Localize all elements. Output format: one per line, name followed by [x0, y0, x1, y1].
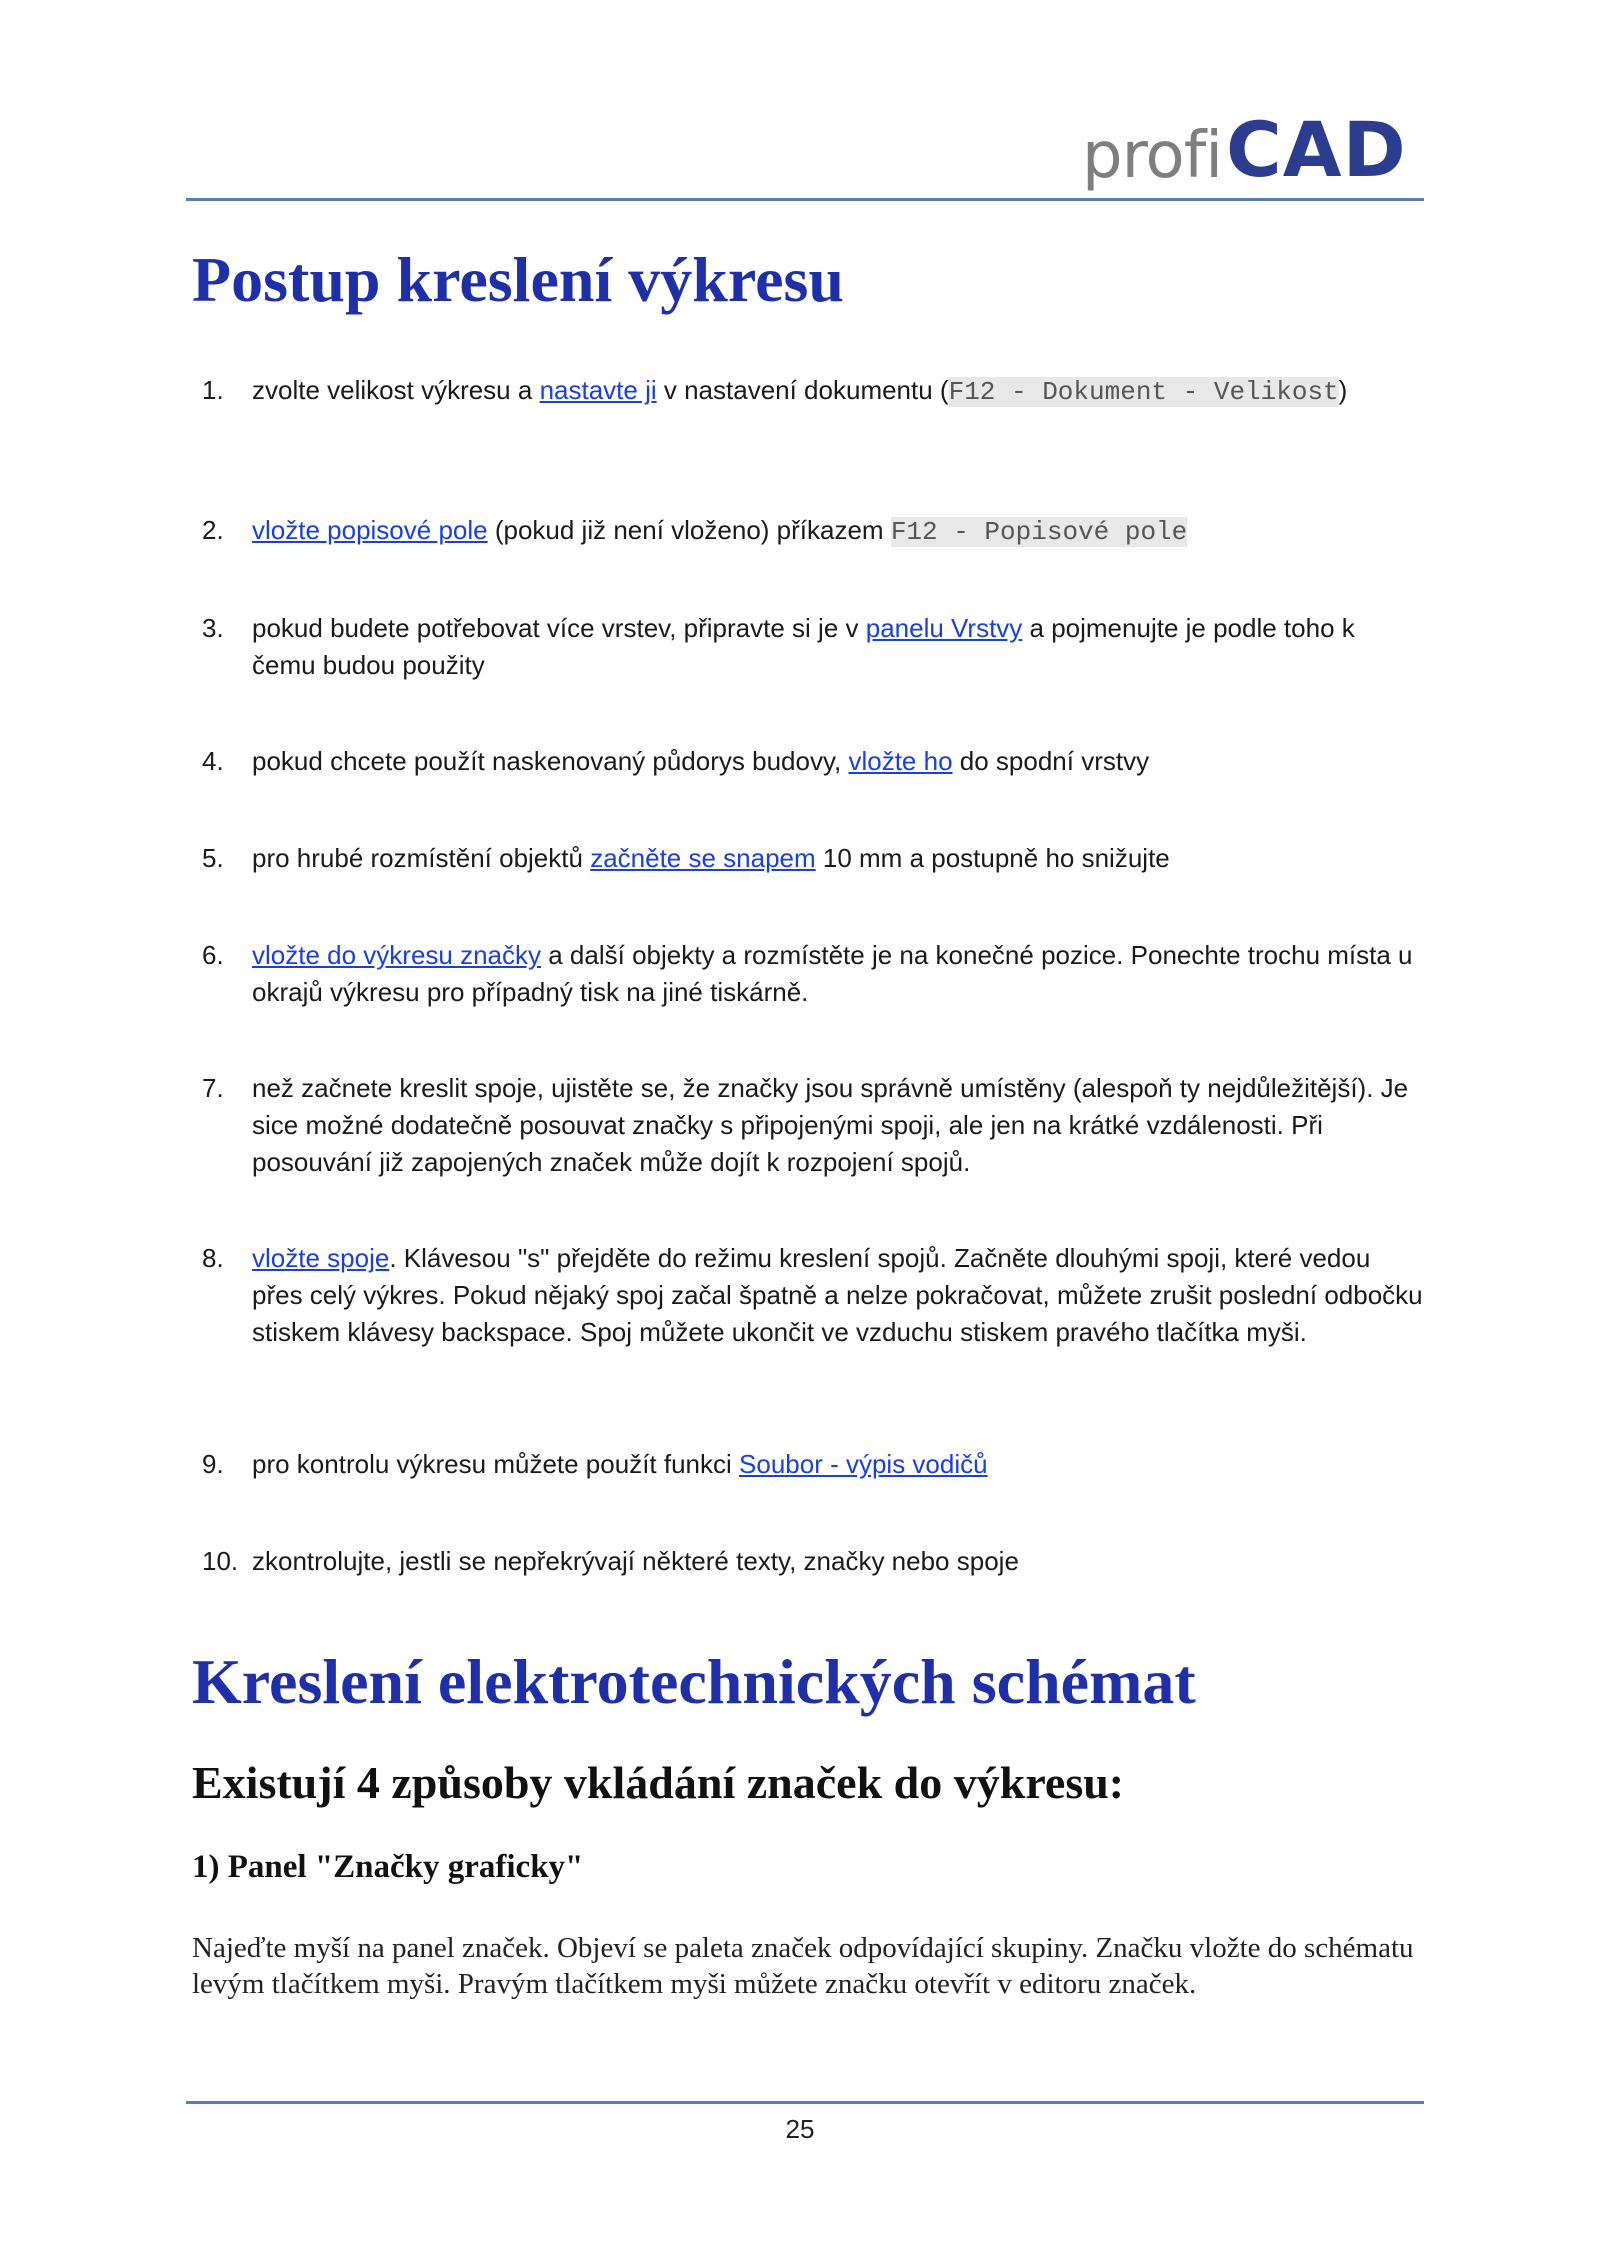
link-vlozte-popisove-pole[interactable]: vložte popisové pole: [252, 515, 488, 545]
list-number: 2.: [202, 515, 224, 545]
list-text: zkontrolujte, jestli se nepřekrývají některé texty, značky nebo spoje: [252, 1546, 1019, 1576]
link-soubor-vypis-vodicu[interactable]: Soubor - výpis vodičů: [739, 1449, 988, 1479]
list-text: vložte popisové pole (pokud již není vloženo) příkazem F12 - Popisové pole: [252, 515, 1188, 547]
list-number: 4.: [202, 746, 224, 776]
page-title: Postup kreslení výkresu: [192, 244, 844, 315]
list-text: vložte spoje. Klávesou "s" přejděte do režimu kreslení spojů. Začněte dlouhými spoji, které vedou přes celý výkres. Pokud nějaký spoj začal špatně a nelze pokračovat, můžete zrušit poslední odbočku stiskem klávesy backspace. Spoj můžete ukončit ve vzduchu stiskem pravého tlačítka myši.: [252, 1243, 1423, 1347]
footer-rule: [186, 2101, 1424, 2104]
command-code: F12 - Dokument - Velikost: [948, 377, 1339, 407]
link-panelu-vrstvy[interactable]: panelu Vrstvy: [865, 613, 1023, 643]
page-number: 25: [785, 2114, 815, 2144]
logo-part-cad: CAD: [1226, 105, 1407, 194]
list-number: 6.: [202, 940, 224, 970]
link-vlozte-spoje[interactable]: vložte spoje: [252, 1243, 390, 1273]
link-zacnete-se-snapem[interactable]: začněte se snapem: [590, 843, 816, 873]
link-vlozte-do-vykresu-znacky[interactable]: vložte do výkresu značky: [252, 940, 542, 970]
section-title: Kreslení elektrotechnických schémat: [192, 1646, 1196, 1717]
link-nastavte-ji[interactable]: nastavte ji: [539, 375, 657, 405]
list-number: 10.: [202, 1546, 239, 1576]
list-number: 5.: [202, 843, 224, 873]
list-number: 9.: [202, 1449, 224, 1479]
list-text: vložte do výkresu značky a další objekty a rozmístěte je na konečné pozice. Ponechte trochu místa u okrajů výkresu pro případný tisk na jiné tiskárně.: [252, 940, 1413, 1007]
list-text: než začnete kreslit spoje, ujistěte se, že značky jsou správně umístěny (alespoň ty nejdůležitější). Je sice možné dodatečně posouvat značky s připojenými spoji, ale jen na krátké vzdálenosti. Při posouvání již zapojených značek může dojít k rozpojení spojů.: [252, 1073, 1409, 1177]
command-code: F12 - Popisové pole: [890, 517, 1188, 547]
link-vlozte-ho[interactable]: vložte ho: [848, 746, 953, 776]
list-number: 7.: [202, 1073, 224, 1103]
list-number: 3.: [202, 613, 224, 643]
list-text: pokud budete potřebovat více vrstev, připravte si je v panelu Vrstvy a pojmenujte je podle toho k čemu budou použity: [252, 613, 1355, 680]
list-number: 1.: [202, 375, 224, 405]
body-paragraph: Najeďte myší na panel značek. Objeví se paleta značek odpovídající skupiny. Značku vložte do schématu levým tlačítkem myši. Pravým tlačítkem myši můžete značku otevřít v editoru značek.: [192, 1932, 1414, 2000]
list-text: pro kontrolu výkresu můžete použít funkci Soubor - výpis vodičů: [252, 1449, 988, 1479]
list-text: zvolte velikost výkresu a nastavte ji v nastavení dokumentu (F12 - Dokument - Velikost): [252, 375, 1348, 407]
list-text: pokud chcete použít naskenovaný půdorys budovy, vložte ho do spodní vrstvy: [252, 746, 1150, 776]
list-text: pro hrubé rozmístění objektů začněte se snapem 10 mm a postupně ho snižujte: [252, 843, 1170, 873]
subsection-title: Existují 4 způsoby vkládání značek do výkresu:: [192, 1757, 1125, 1808]
logo-part-profi: profi: [1082, 119, 1222, 193]
list-number: 8.: [202, 1243, 224, 1273]
subsubsection-title: 1) Panel "Značky graficky": [192, 1849, 584, 1885]
